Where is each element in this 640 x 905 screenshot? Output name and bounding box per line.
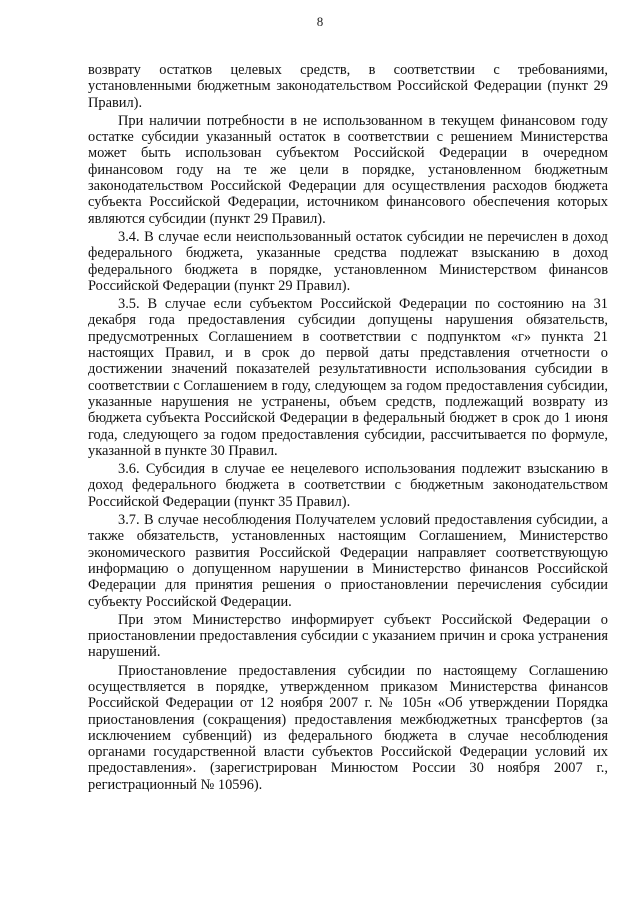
paragraph-ministry-informs: При этом Министерство информирует субъект Российской Федерации о приостановлении предоставления субсидии с указанием причин и срока устранения нарушений. — [88, 611, 608, 661]
paragraph-3-5: 3.5. В случае если субъектом Российской Федерации по состоянию на 31 декабря года предоставления субсидии допущены нарушения обязательств, предусмотренных Соглашением в соответствии с подпунктом «г» пункта 21 настоящих Правил, и в срок до первой даты представления отчетности о достижении значений показателей результативности использования субсидии в соответствии с Соглашением в году, следующем за годом предоставления субсидии, указанные нарушения не устранены, объем средств, подлежащий возврату из бюджета субъекта Российской Федерации в федеральный бюджет в срок до 1 июня года, следующего за годом предоставления субсидии, рассчитывается по формуле, указанной в пункте 30 Правил. — [88, 296, 608, 459]
paragraph-suspension-order: Приостановление предоставления субсидии по настоящему Соглашению осуществляется в порядке, утвержденном приказом Министерства финансов Российской Федерации от 12 ноября 2007 г. № 105н «Об утверждении Порядка приостановления (сокращения) предоставления межбюджетных трансфертов (за исключением субвенций) из федерального бюджета в случае несоблюдения органами государственной власти субъектов Российской Федерации условий их предоставления». (зарегистрирован Минюстом России 30 ноября 2007 г., регистрационный № 10596). — [88, 662, 608, 793]
document-body — [88, 62, 608, 795]
paragraph-unused-balance: При наличии потребности в не использованном в текущем финансовом году остатке субсидии указанный остаток в соответствии с решением Министерства может быть использован субъектом Российской Федерации в очередном финансовом году на те же цели в порядке, установленном бюджетным законодательством Российской Федерации для осуществления расходов бюджета субъекта Российской Федерации, источником финансового обеспечения которых являются субсидии (пункт 29 Правил). — [88, 112, 608, 227]
page-number: 8 — [316, 14, 324, 29]
paragraph-3-7: 3.7. В случае несоблюдения Получателем условий предоставления субсидии, а также обязательств, установленных настоящим Соглашением, Министерство экономического развития Российской Федерации направляет соответствующую информацию о допущенном нарушении в Министерство финансов Российской Федерации для принятия решения о приостановлении перечисления субсидии субъекту Российской Федерации. — [88, 512, 608, 610]
paragraph-continuation: возврату остатков целевых средств, в соответствии с требованиями, установленными бюджетным законодательством Российской Федерации (пункт 29 Правил). — [88, 62, 608, 111]
paragraph-3-6: 3.6. Субсидия в случае ее нецелевого использования подлежит взысканию в доход федерального бюджета в соответствии с бюджетным законодательством Российской Федерации (пункт 35 Правил). — [88, 461, 608, 510]
paragraph-3-4: 3.4. В случае если неиспользованный остаток субсидии не перечислен в доход федерального бюджета, указанные средства подлежат взысканию в доход федерального бюджета в порядке, установленном Министерством финансов Российской Федерации (пункт 29 Правил). — [88, 228, 608, 294]
